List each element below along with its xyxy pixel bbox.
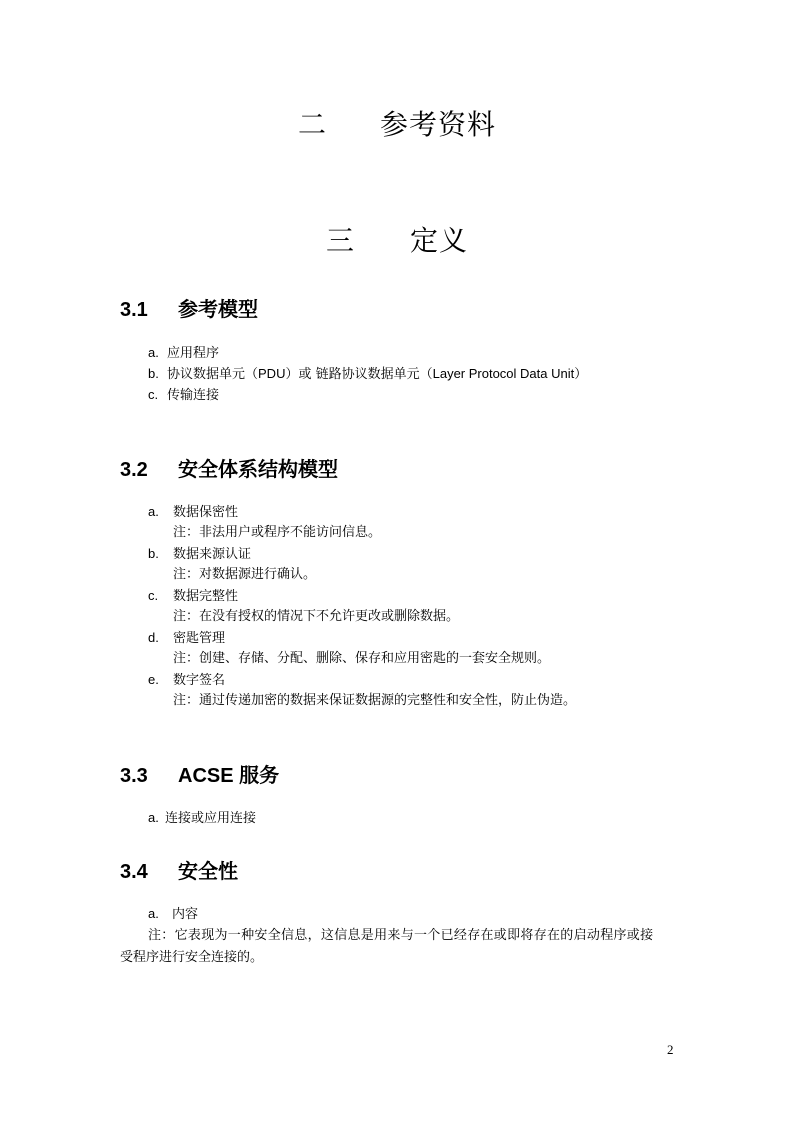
section-number: 3.2 [120,459,148,481]
list-note [173,648,550,669]
list-label: a. [148,504,159,519]
chapter-heading-3 [326,219,468,259]
section-heading-3-2 [120,453,338,482]
paragraph-text: 受程序进行安全连接的。 [120,950,264,965]
list-item [148,363,587,385]
list-item [148,807,256,829]
list-text: 传输连接 [167,388,220,403]
section-number: 3.1 [120,299,148,321]
paragraph-line [120,947,263,968]
chapter-heading-2 [298,103,496,143]
list-item [148,585,238,607]
note-text: 注：对数据源进行确认。 [173,567,317,582]
list-note [173,564,316,585]
note-text: 注：创建、存储、分配、删除、保存和应用密匙的一套安全规则。 [173,651,551,666]
list-item [148,342,219,364]
list-text-part: PDU [258,366,286,381]
chapter-number: 二 [298,108,328,141]
list-text: 数据来源认证 [173,547,252,562]
paragraph-text: 注：它表现为一种安全信息，这信息是用来与一个已经存在或即将存在的启动程序或接 [148,928,654,943]
list-text-part: 协议数据单元（ [167,367,259,382]
list-label: b. [148,366,159,381]
section-number: 3.4 [120,861,148,883]
list-item [148,903,198,925]
list-note [173,606,459,627]
list-text-part: ） [574,367,588,382]
list-label: a. [148,810,159,825]
chapter-number: 三 [326,224,356,257]
note-text: 注：非法用户或程序不能访问信息。 [173,525,382,540]
list-item [148,543,251,565]
section-title: 参考模型 [178,299,258,321]
list-label: e. [148,672,159,687]
list-label: d. [148,630,159,645]
list-text: 应用程序 [167,346,220,361]
list-item [148,384,219,406]
list-text-part: ）或 链路协议数据单元（ [285,367,433,382]
list-text: 密匙管理 [173,631,226,646]
note-text: 注：通过传递加密的数据来保证数据源的完整性和安全性，防止伪造。 [173,693,577,708]
section-heading-3-3 [120,759,279,788]
list-text: 连接或应用连接 [165,811,257,826]
list-label: a. [148,345,159,360]
list-text: 数据保密性 [173,505,239,520]
list-label: c. [148,387,159,402]
list-label: b. [148,546,159,561]
list-item [148,501,238,523]
list-item [148,669,225,691]
section-title: ACSE 服务 [178,765,280,787]
list-label: a. [148,906,159,921]
page-number: 2 [667,1042,674,1057]
section-heading-3-4 [120,855,238,884]
list-text: 数据完整性 [173,589,239,604]
list-note [173,690,576,711]
section-number: 3.3 [120,765,148,787]
list-text-part: Layer Protocol Data Unit [432,366,575,381]
list-label: c. [148,588,159,603]
section-heading-3-1 [120,293,258,322]
paragraph-line [148,925,653,946]
list-text: 内容 [172,907,199,922]
note-text: 注：在没有授权的情况下不允许更改或删除数据。 [173,609,460,624]
section-title: 安全体系结构模型 [178,459,338,481]
chapter-title: 定义 [410,224,469,257]
section-title: 安全性 [178,861,238,883]
list-text: 数字签名 [173,673,226,688]
chapter-title: 参考资料 [380,108,497,141]
list-note [173,522,381,543]
list-item [148,627,225,649]
